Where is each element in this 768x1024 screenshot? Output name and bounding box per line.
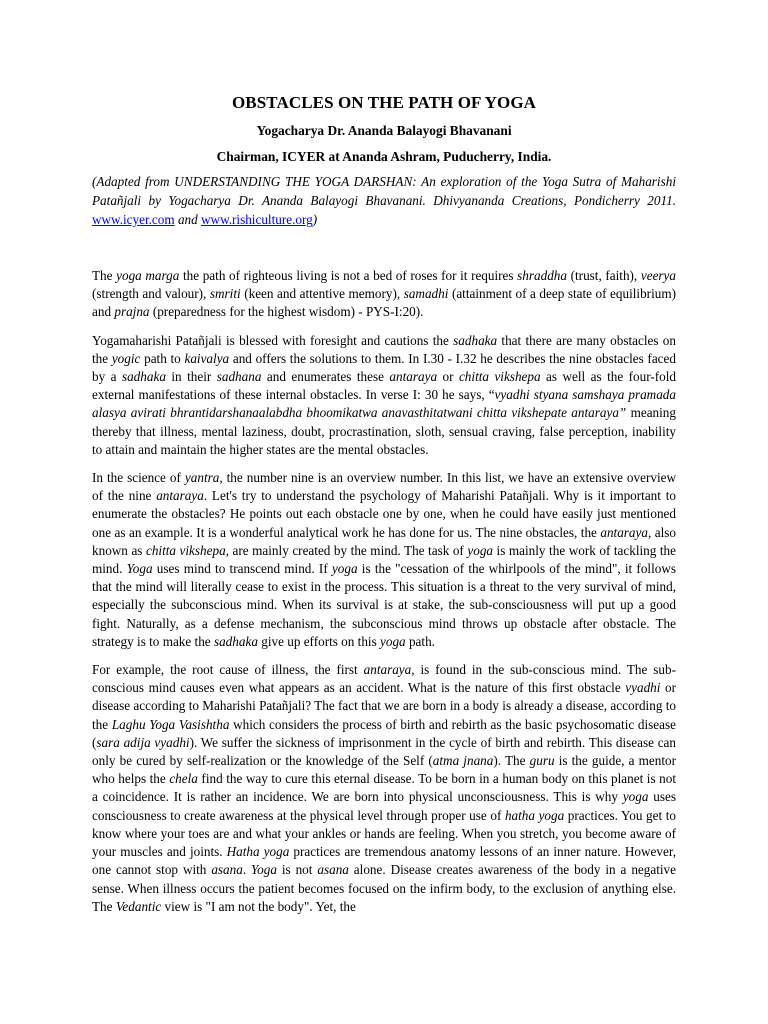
author-line: Yogacharya Dr. Ananda Balayogi Bhavanani	[256, 123, 512, 138]
adapted-note	[92, 172, 676, 229]
document-title: OBSTACLES ON THE PATH OF YOGA	[231, 93, 537, 112]
paragraph-2: Yogamaharishi Patañjali is blessed with foresight and cautions the sadhaka that there are many obstacles on the yogic path to kaivalya and offers the solutions to them. In I.30 - I.32 he describes the nine obstacles faced by a sadhaka in their sadhana and enumerates these antaraya or chitta vikshepa as well as the four-fold external manifestations of these internal obstacles. In verse I: 30 he says, “vyadhi styana samshaya pramada alasya avirati bhrantidarshanaalabdha bhoomikatwa anavasthitatwani chitta vikshepate antaraya” meaning thereby that illness, mental laziness, doubt, procrastination, sloth, sensual craving, false perception, inability to attain and maintain the higher states are the mental obstacles.	[92, 332, 676, 457]
rishiculture-link[interactable]: www.rishiculture.org	[201, 212, 313, 227]
icyer-link[interactable]: www.icyer.com	[92, 212, 175, 227]
affiliation-line: Chairman, ICYER at Ananda Ashram, Puducherry, India.	[216, 149, 552, 164]
adapted-text: (Adapted from UNDERSTANDING THE YOGA DARSHAN: An exploration of the Yoga Sutra of Maharishi Patañjali by Yogacharya Dr. Ananda Balayogi Bhavanani. Dhivyananda Creations, Pondicherry 2011.	[92, 174, 676, 208]
paragraph-1: The yoga marga the path of righteous living is not a bed of roses for it requires shraddha (trust, faith), veerya (strength and valour), smriti (keen and attentive memory), samadhi (attainment of a deep state of equilibrium) and prajna (preparedness for the highest wisdom) - PYS-I:20).	[92, 268, 676, 320]
paragraph-3: In the science of yantra, the number nine is an overview number. In this list, we have an extensive overview of the nine antaraya. Let's try to understand the psychology of Maharishi Patañjali. Why is it important to enumerate the obstacles? He points out each obstacle one by one, when he could have easily just mentioned one as an example. It is a wonderful analytical work he has done for us. The nine obstacles, the antaraya, also known as chitta vikshepa, are mainly created by the mind. The task of yoga is mainly the work of tackling the mind. Yoga uses mind to transcend mind. If yoga is the "cessation of the whirlpools of the mind", it follows that the mind will literally cease to exist in the process. This situation is a threat to the very survival of mind, especially the subconscious mind. When its survival is at stake, the sub-consciousness will put up a good fight. Naturally, as a defense mechanism, the subconscious mind throws up obstacle after obstacle. The strategy is to make the sadhaka give up efforts on this yoga path.	[92, 470, 677, 649]
document-page	[92, 92, 676, 926]
adapted-text: )	[312, 212, 318, 227]
adapted-text: and	[174, 212, 202, 227]
paragraph-4: For example, the root cause of illness, the first antaraya, is found in the sub-conscious mind. The sub-conscious mind causes even what appears as an accident. What is the nature of this first obstacle vyadhi or disease according to Maharishi Patañjali? The fact that we are born in a body is already a disease, according to the Laghu Yoga Vasishtha which considers the process of birth and rebirth as the basic psychosomatic disease (sara adija vyadhi). We suffer the sickness of imprisonment in the cycle of birth and rebirth. This disease can only be cured by self-realization or the knowledge of the Self (atma jnana). The guru is the guide, a mentor who helps the chela find the way to cure this eternal disease. To be born in a human body on this planet is not a coincidence. It is rather an incidence. We are born into physical unconsciousness. This is why yoga uses consciousness to create awareness at the physical level through proper use of hatha yoga practices. You get to know where your toes are and what your ankles or hands are feeling. When you stretch, you become aware of your muscles and joints. Hatha yoga practices are tremendous anatomy lessons of an inner nature. However, one cannot stop with asana. Yoga is not asana alone. Disease creates awareness of the body in a negative sense. When illness occurs the patient becomes focused on the infirm body, to the exclusion of anything else. The Vedantic view is "I am not the body". Yet, the	[92, 662, 677, 914]
body-text	[92, 267, 676, 916]
